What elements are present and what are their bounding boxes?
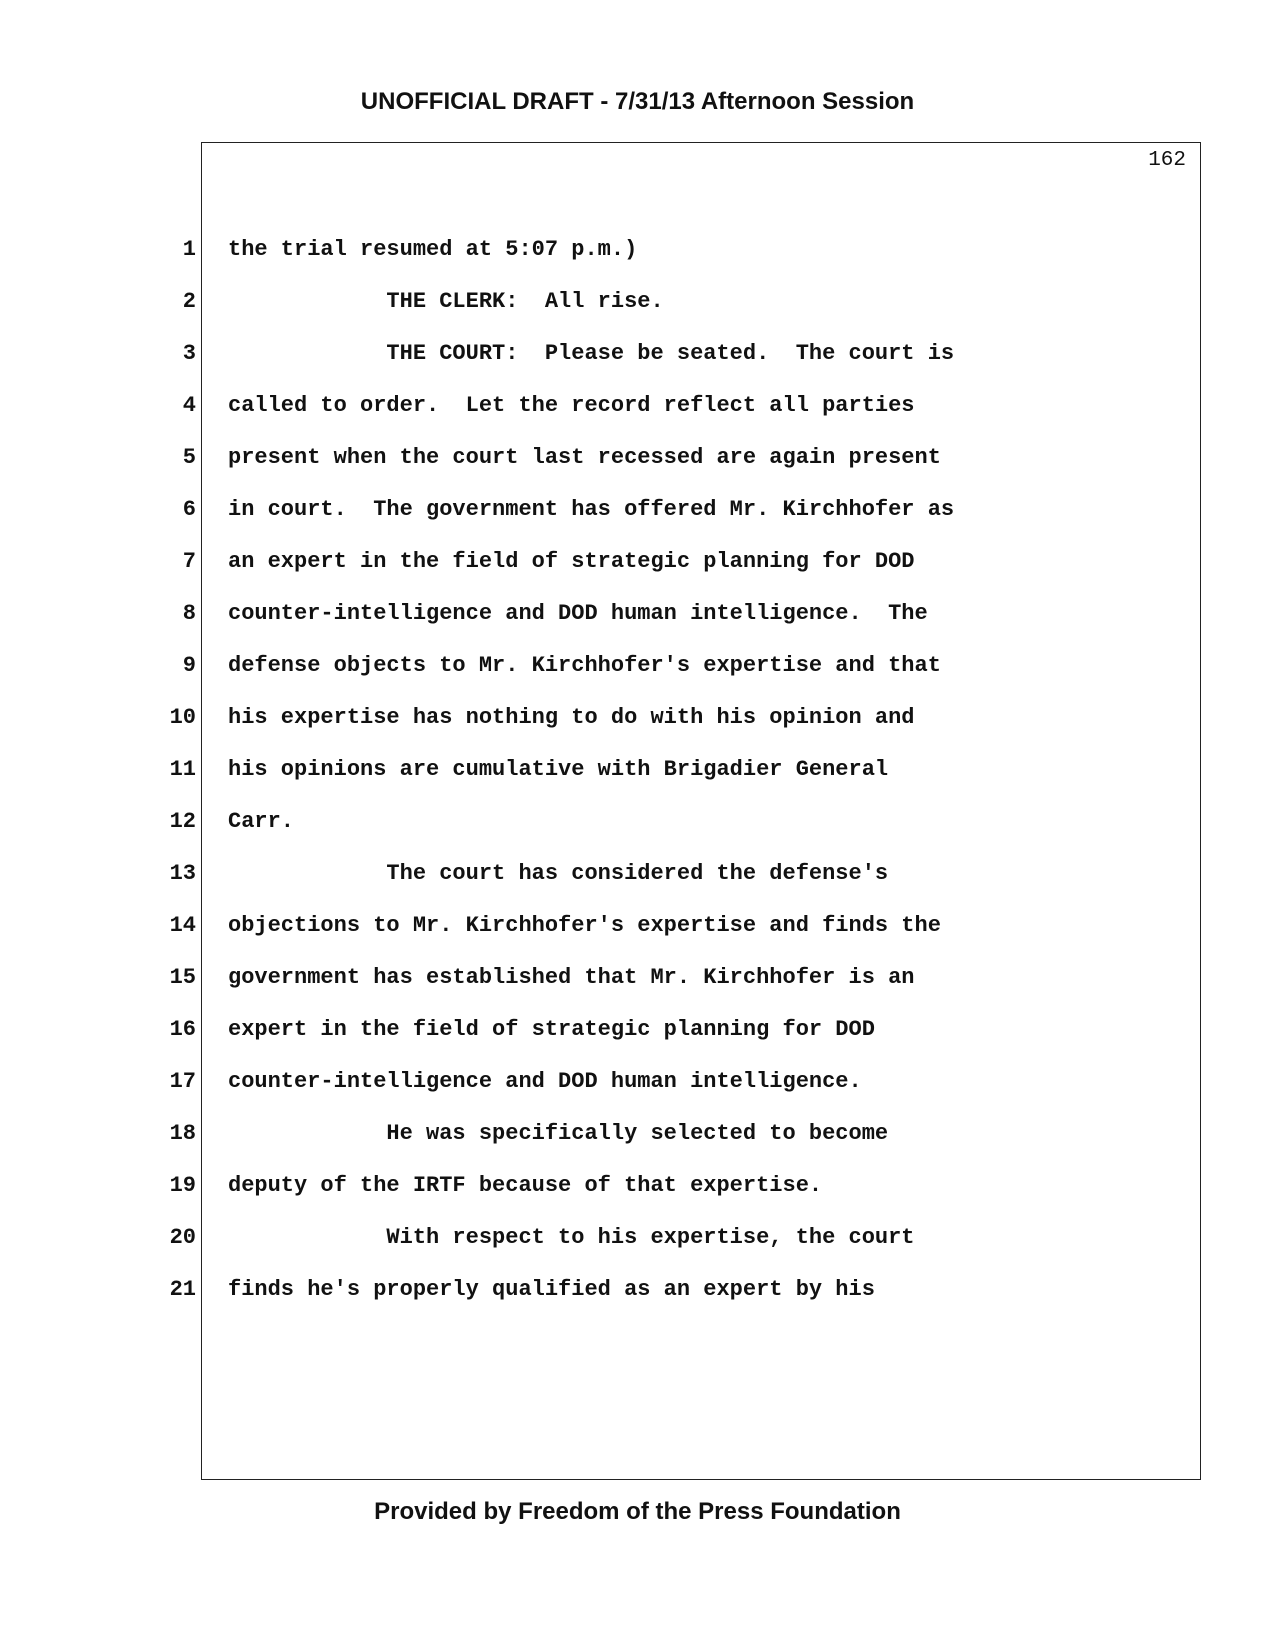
transcript-line: [0, 860, 1275, 912]
line-number: 2: [182, 289, 196, 314]
line-text: present when the court last recessed are again present: [228, 445, 941, 470]
document-header: UNOFFICIAL DRAFT - 7/31/13 Afternoon Session: [360, 88, 915, 115]
transcript-line: [0, 1224, 1275, 1276]
line-text: counter-intelligence and DOD human intelligence.: [228, 1069, 862, 1094]
line-text: THE COURT: Please be seated. The court is: [228, 341, 955, 366]
transcript-line: [0, 392, 1275, 444]
line-text: counter-intelligence and DOD human intelligence. The: [228, 601, 928, 626]
line-number: 11: [169, 757, 196, 782]
page-number: 162: [1148, 149, 1186, 172]
transcript-line: [0, 1172, 1275, 1224]
line-text: an expert in the field of strategic planning for DOD: [228, 549, 915, 574]
line-text: Carr.: [228, 809, 295, 834]
line-text: defense objects to Mr. Kirchhofer's expertise and that: [228, 653, 941, 678]
line-number: 16: [169, 1017, 196, 1042]
transcript-line: [0, 1276, 1275, 1328]
document-footer: Provided by Freedom of the Press Foundation: [374, 1498, 901, 1525]
line-text: government has established that Mr. Kirchhofer is an: [228, 965, 915, 990]
transcript-line: [0, 1120, 1275, 1172]
line-text: With respect to his expertise, the court: [228, 1225, 915, 1250]
line-text: objections to Mr. Kirchhofer's expertise and finds the: [228, 913, 941, 938]
transcript-line: [0, 548, 1275, 600]
transcript-line: [0, 444, 1275, 496]
line-number: 21: [169, 1277, 196, 1302]
line-number: 9: [182, 653, 196, 678]
line-text: his opinions are cumulative with Brigadier General: [228, 757, 889, 782]
line-number: 15: [169, 965, 196, 990]
transcript-line: [0, 288, 1275, 340]
transcript-line: [0, 652, 1275, 704]
line-number: 3: [182, 341, 196, 366]
line-number: 18: [169, 1121, 196, 1146]
transcript-line: [0, 1016, 1275, 1068]
line-number: 1: [182, 237, 196, 262]
line-number: 12: [169, 809, 196, 834]
line-number: 13: [169, 861, 196, 886]
transcript-line: [0, 340, 1275, 392]
line-number: 8: [182, 601, 196, 626]
line-number: 19: [169, 1173, 196, 1198]
line-text: expert in the field of strategic planning for DOD: [228, 1017, 875, 1042]
line-text: the trial resumed at 5:07 p.m.): [228, 237, 638, 262]
line-text: his expertise has nothing to do with his opinion and: [228, 705, 915, 730]
line-number: 6: [182, 497, 196, 522]
transcript-line: [0, 704, 1275, 756]
transcript-line: [0, 496, 1275, 548]
transcript-line: [0, 964, 1275, 1016]
line-text: finds he's properly qualified as an expert by his: [228, 1277, 875, 1302]
transcript-line: [0, 236, 1275, 288]
transcript-line: [0, 756, 1275, 808]
line-number: 10: [169, 705, 196, 730]
line-number: 20: [169, 1225, 196, 1250]
line-text: deputy of the IRTF because of that expertise.: [228, 1173, 823, 1198]
line-number: 7: [182, 549, 196, 574]
line-text: He was specifically selected to become: [228, 1121, 889, 1146]
line-number: 5: [182, 445, 196, 470]
transcript-line: [0, 1068, 1275, 1120]
line-number: 14: [169, 913, 196, 938]
transcript-line: [0, 600, 1275, 652]
line-number: 4: [182, 393, 196, 418]
line-text: called to order. Let the record reflect all parties: [228, 393, 915, 418]
line-text: The court has considered the defense's: [228, 861, 889, 886]
line-text: THE CLERK: All rise.: [228, 289, 664, 314]
line-number: 17: [169, 1069, 196, 1094]
transcript-line: [0, 808, 1275, 860]
line-text: in court. The government has offered Mr. Kirchhofer as: [228, 497, 955, 522]
transcript-line: [0, 912, 1275, 964]
